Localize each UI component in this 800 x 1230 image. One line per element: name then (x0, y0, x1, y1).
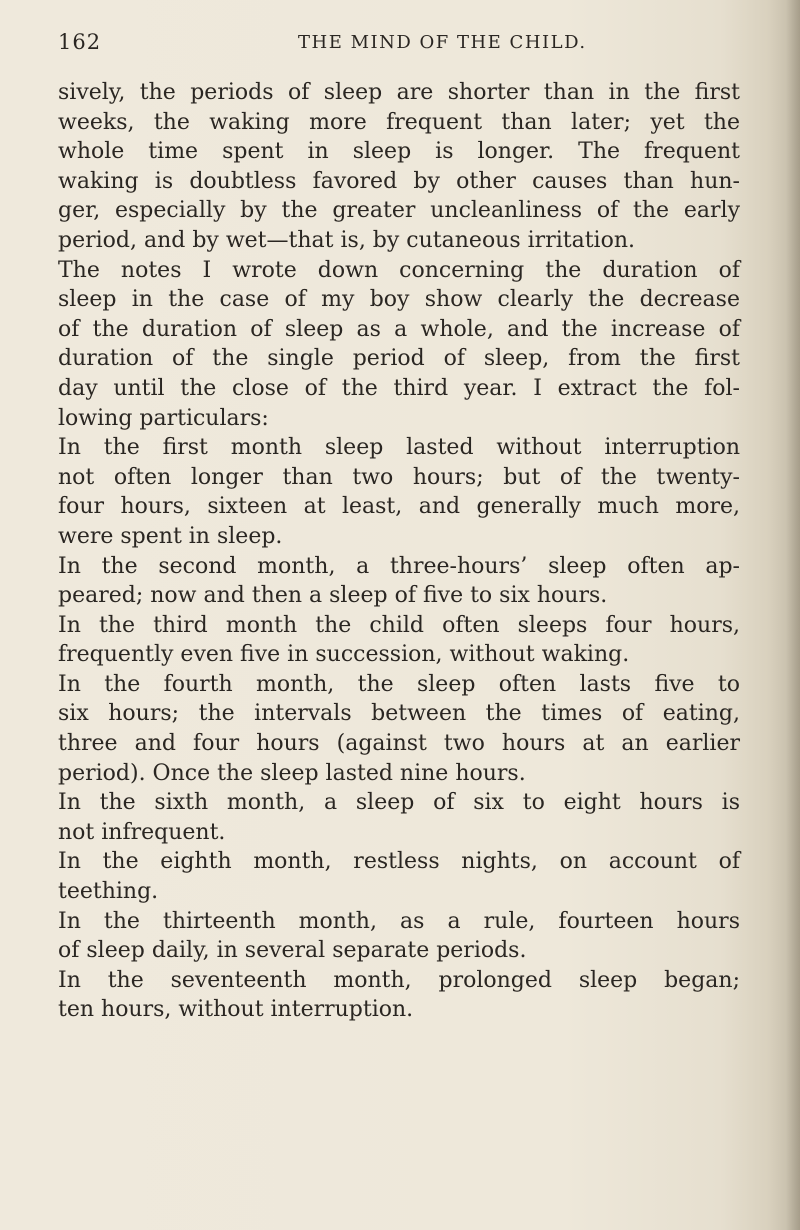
page-number: 162 (58, 30, 102, 54)
body-text (58, 78, 740, 1025)
text-line: teething. (58, 879, 159, 905)
text-line: four hours, sixteen at least, and generally much more, (58, 494, 740, 520)
text-line: In the fourth month, the sleep often lasts five to (58, 671, 740, 697)
text-line: peared; now and then a sleep of five to six hours. (58, 583, 608, 609)
text-line: In the first month sleep lasted without interruption (58, 435, 740, 461)
text-line: sleep in the case of my boy show clearly the decrease (58, 287, 740, 313)
text-line: not often longer than two hours; but of the twenty- (58, 464, 740, 490)
text-line: duration of the single period of sleep, from the first (58, 346, 740, 372)
text-line: ten hours, without interruption. (58, 997, 414, 1023)
text-line: In the sixth month, a sleep of six to eight hours is (58, 790, 740, 816)
text-line: In the seventeenth month, prolonged sleep began; (58, 967, 740, 993)
text-line: In the eighth month, restless nights, on account of (58, 849, 740, 875)
text-line: day until the close of the third year. I extract the fol- (58, 375, 740, 401)
text-line: ger, especially by the greater uncleanliness of the early (58, 198, 740, 224)
text-line: The notes I wrote down concerning the duration of (58, 257, 740, 283)
text-line: sively, the periods of sleep are shorter than in the first (58, 80, 740, 105)
running-title: THE MIND OF THE CHILD. (298, 32, 587, 53)
page-header (58, 30, 740, 60)
text-line: waking is doubtless favored by other causes than hun- (58, 168, 740, 194)
text-line: frequently even five in succession, without waking. (58, 642, 630, 668)
text-line: In the second month, a three-hours’ sleep often ap- (58, 553, 740, 579)
text-line: In the thirteenth month, as a rule, fourteen hours (58, 908, 740, 934)
text-line: of the duration of sleep as a whole, and the increase of (58, 316, 740, 342)
text-line: were spent in sleep. (58, 523, 283, 549)
text-line: whole time spent in sleep is longer. The frequent (58, 139, 740, 165)
text-line: period). Once the sleep lasted nine hours. (58, 760, 526, 786)
page-edge-shadow (786, 0, 800, 1230)
text-line: period, and by wet—that is, by cutaneous irritation. (58, 227, 635, 253)
text-line: weeks, the waking more frequent than later; yet the (58, 109, 740, 135)
text-line: not infrequent. (58, 819, 226, 845)
text-line: lowing particulars: (58, 405, 269, 431)
text-line: In the third month the child often sleeps four hours, (58, 612, 740, 638)
text-line: six hours; the intervals between the times of eating, (58, 701, 740, 727)
text-line: of sleep daily, in several separate periods. (58, 938, 527, 964)
text-line: three and four hours (against two hours at an earlier (58, 731, 740, 757)
